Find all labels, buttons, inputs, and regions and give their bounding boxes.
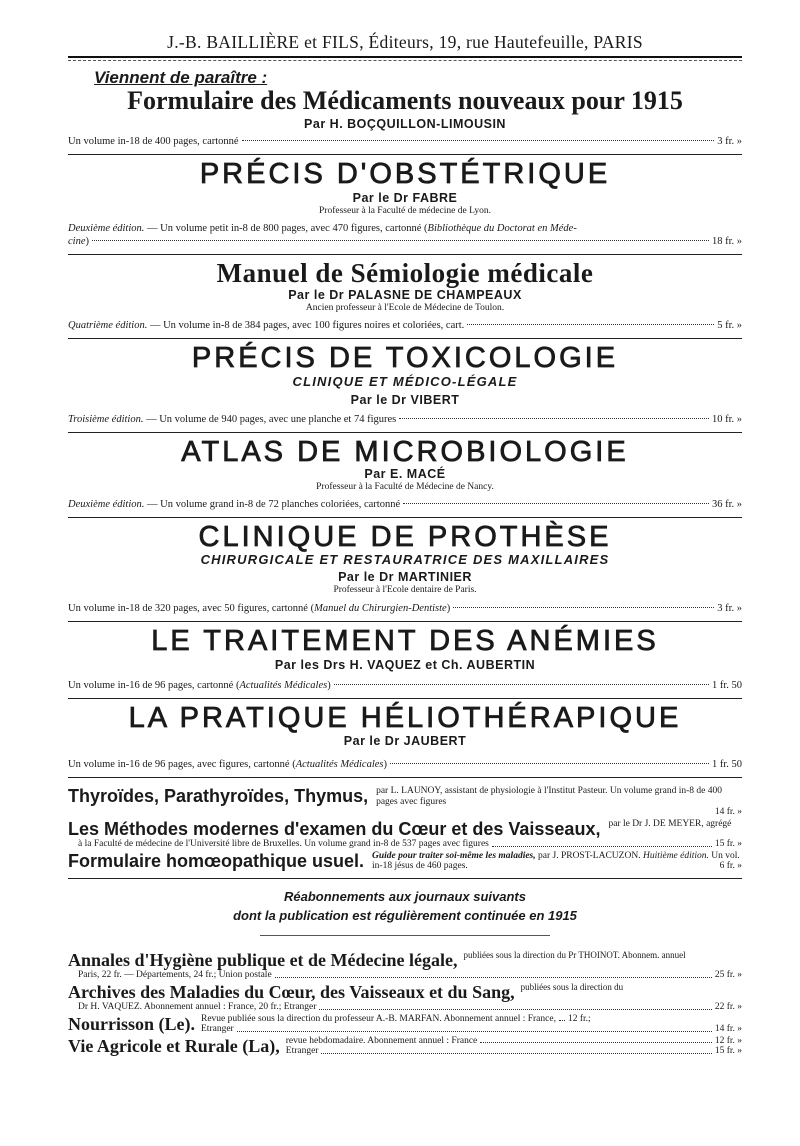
header-rule-dashed	[68, 60, 742, 61]
book-price: 3 fr. »	[717, 136, 742, 148]
book-author: Par H. BOÇQUILLON-LIMOUSIN	[304, 117, 506, 132]
viennent-heading: Viennent de paraître :	[94, 68, 268, 87]
book-detail: Quatrième édition. — Un volume in-8 de 384 pages, avec 100 figures noires et coloriées, cart. 5 fr. »	[68, 320, 742, 332]
journal-side-text: Revue publiée sous la direction du professeur A.-B. MARFAN. Abonnement annuel : France, 12 fr.; Etranger 14 fr. »	[201, 1014, 742, 1035]
separator	[68, 777, 742, 778]
book-price: 36 fr. »	[711, 498, 742, 510]
book-detail: Un volume in-16 de 96 pages, avec figures, cartonné (Actualités Médicales) 1 fr. 50	[68, 759, 742, 771]
journal-price: 15 fr. »	[714, 1046, 742, 1057]
separator	[68, 338, 742, 339]
book-subtitle: CLINIQUE ET MÉDICO-LÉGALE	[292, 373, 518, 389]
book-author-note: Professeur à la Faculté de Médecine de Nancy.	[316, 481, 494, 492]
journal-price: 22 fr. »	[714, 1001, 742, 1012]
separator	[68, 432, 742, 433]
book-price: 3 fr. »	[717, 603, 742, 615]
journal-title: Vie Agricole et Rurale (La),	[68, 1035, 280, 1056]
book-price: 5 fr. »	[717, 320, 742, 332]
header-rule	[68, 56, 742, 58]
book-title: Formulaire des Médicaments nouveaux pour 1915	[127, 86, 683, 115]
book-detail: Deuxième édition. — Un volume petit in-8 de 800 pages, avec 470 figures, cartonné (Bibliothèque du Doctorat en Méde-	[68, 222, 577, 234]
separator	[68, 878, 742, 879]
book-price: 10 fr. »	[711, 413, 742, 425]
book-title: LE TRAITEMENT DES ANÉMIES	[151, 625, 659, 658]
book-author-note: Ancien professeur à l'Ecole de Médecine de Toulon.	[305, 303, 505, 314]
book-author: Par le Dr PALASNE DE CHAMPEAUX	[288, 288, 522, 303]
book-atlas-microbiologie	[68, 437, 742, 518]
misc-price: 15 fr. »	[714, 838, 742, 849]
publisher-header: J.-B. BAILLIÈRE et FILS, Éditeurs, 19, rue Hautefeuille, PARIS	[167, 32, 643, 52]
book-author-note: Professeur à la Faculté de médecine de Lyon.	[319, 205, 491, 216]
reabonnements-heading: Réabonnements aux journaux suivants dont la publication est régulièrement continuée en 1915	[233, 888, 577, 923]
separator	[68, 254, 742, 255]
book-clinique-prothese	[68, 522, 742, 622]
book-formulaire-medicaments	[68, 87, 742, 155]
book-author-note: Professeur à l'Ecole dentaire de Paris.	[333, 585, 477, 596]
journal-title: Archives des Maladies du Cœur, des Vaisseaux et du Sang,	[68, 981, 515, 1002]
journal-detail: Paris, 22 fr. — Départements, 24 fr.; Union postale 25 fr. »	[78, 970, 742, 981]
book-semiologie-medicale	[68, 259, 742, 339]
book-pratique-heliotherapique	[68, 703, 742, 778]
book-author: Par le Dr FABRE	[352, 190, 458, 205]
misc-thyroides	[68, 786, 742, 818]
misc-books	[68, 786, 742, 879]
book-detail: Troisième édition. — Un volume de 940 pages, avec une planche et 74 figures 10 fr. »	[68, 413, 742, 425]
journal-title: Annales d'Hygiène publique et de Médecine légale,	[68, 949, 458, 970]
book-title: LA PRATIQUE HÉLIOTHÉRAPIQUE	[128, 701, 682, 734]
book-detail: Un volume in-18 de 320 pages, avec 50 figures, cartonné (Manuel du Chirurgien-Dentiste) 3 fr. »	[68, 603, 742, 615]
journal-detail: Dr H. VAQUEZ. Abonnement annuel : France, 20 fr.; Etranger 22 fr. »	[78, 1002, 742, 1013]
book-author: Par E. MACÉ	[364, 466, 446, 481]
book-author: Par le Dr VIBERT	[350, 392, 460, 407]
separator	[68, 154, 742, 155]
book-subtitle: CHIRURGICALE ET RESTAURATRICE DES MAXILLAIRES	[200, 552, 610, 568]
separator	[68, 698, 742, 699]
book-author: Par le Dr MARTINIER	[338, 570, 472, 585]
journal-nourrisson	[68, 1014, 742, 1035]
book-title: Manuel de Sémiologie médicale	[216, 257, 594, 288]
journal-price: 25 fr. »	[714, 969, 742, 980]
book-detail-line2: cine) 18 fr. »	[68, 235, 742, 247]
book-author: Par les Drs H. VAQUEZ et Ch. AUBERTIN	[274, 657, 536, 672]
misc-title: Les Méthodes modernes d'examen du Cœur et des Vaisseaux,	[68, 818, 601, 839]
misc-side-text: par le Dr J. DE MEYER, agrégé	[608, 818, 732, 829]
book-title: PRÉCIS D'OBSTÉTRIQUE	[199, 158, 611, 191]
misc-price: 14 fr. »	[714, 807, 742, 818]
misc-methodes-detail: à la Faculté de médecine de l'Université libre de Bruxelles. Un volume grand in-8 de 537 pages avec figures 15 fr. »	[78, 839, 742, 850]
book-detail: Deuxième édition. — Un volume grand in-8 de 72 planches coloriées, cartonné 36 fr. »	[68, 498, 742, 510]
separator	[68, 517, 742, 518]
book-price: 1 fr. 50	[711, 759, 742, 771]
book-title: ATLAS DE MICROBIOLOGIE	[181, 435, 629, 468]
journal-title: Nourrisson (Le).	[68, 1013, 195, 1034]
misc-title: Formulaire homœopathique usuel.	[68, 850, 365, 871]
book-traitement-anemies	[68, 626, 742, 698]
separator	[68, 621, 742, 622]
journal-side-text: publiées sous la direction du Pr THOINOT. Abonnem. annuel	[463, 949, 686, 960]
book-precis-obstetrique	[68, 159, 742, 254]
book-detail: Un volume in-18 de 400 pages, cartonné 3 fr. »	[68, 136, 742, 148]
journal-side-text: revue hebdomadaire. Abonnement annuel : France 12 fr. » Etranger 15 fr. »	[286, 1036, 742, 1057]
journal-side-text: publiées sous la direction du	[520, 981, 624, 992]
book-price: 1 fr. 50	[711, 679, 742, 691]
book-title: PRÉCIS DE TOXICOLOGIE	[191, 342, 619, 375]
journal-price: 14 fr. »	[714, 1024, 742, 1035]
book-author: Par le Dr JAUBERT	[343, 734, 467, 749]
misc-side-text: par L. LAUNOY, assistant de physiologie à l'Institut Pasteur. Un volume grand in-8 de 400 pages avec figures	[376, 786, 722, 807]
book-precis-toxicologie	[68, 343, 742, 432]
misc-side-text: Guide pour traiter soi-même les maladies, par J. PROST-LACUZON. Huitième édition. Un vol. in-18 jésus de 460 pages. 6 fr. »	[372, 850, 742, 872]
journals	[68, 950, 742, 1057]
misc-title: Thyroïdes, Parathyroïdes, Thymus,	[68, 786, 369, 807]
book-price: 18 fr. »	[711, 235, 742, 247]
journal-vie-agricole	[68, 1036, 742, 1057]
reabonnements-rule	[260, 935, 550, 936]
misc-formulaire-homoeopathique	[68, 851, 742, 872]
misc-price: 6 fr. »	[719, 861, 742, 872]
book-detail: Un volume in-16 de 96 pages, cartonné (Actualités Médicales) 1 fr. 50	[68, 679, 742, 691]
book-title: CLINIQUE DE PROTHÈSE	[198, 520, 612, 553]
